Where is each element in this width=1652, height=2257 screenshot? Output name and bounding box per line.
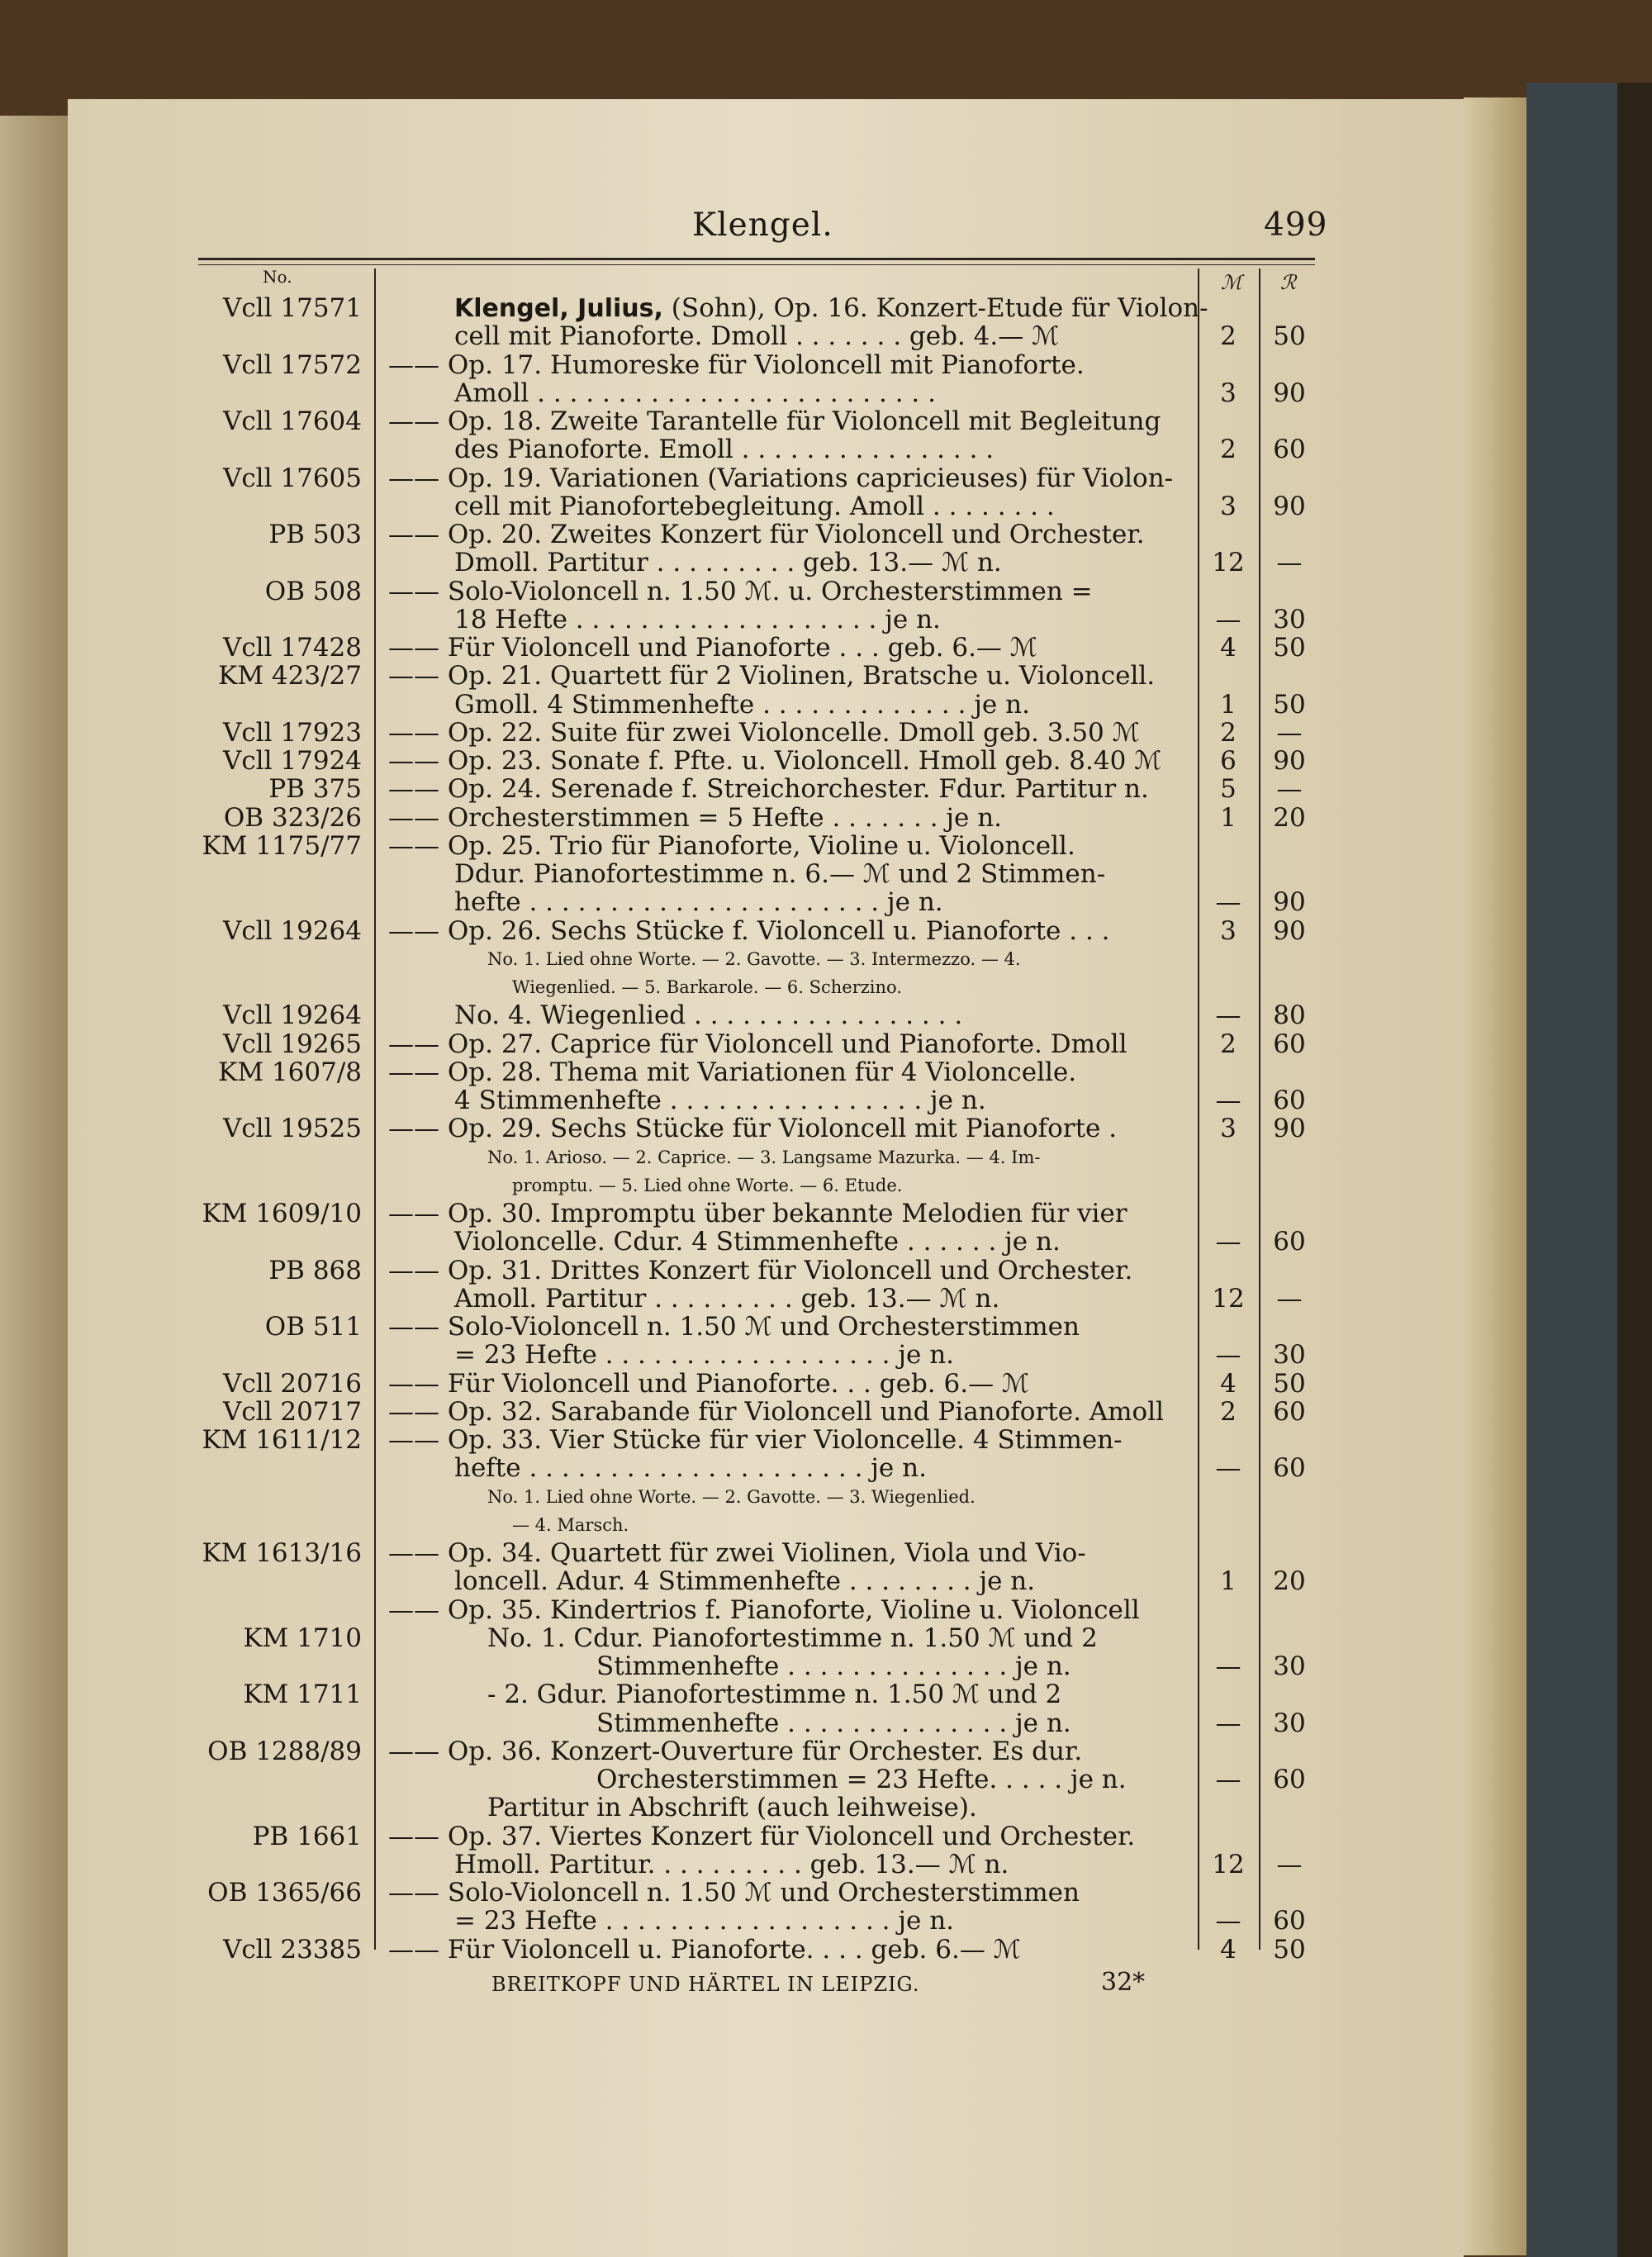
price-mark: 5: [1220, 774, 1237, 805]
entry-line: —— Op. 35. Kindertrios f. Pianoforte, Violine u. Violoncell: [388, 1594, 1140, 1625]
price-mark: 2: [1220, 1396, 1237, 1427]
price-pf: 60: [1273, 1227, 1306, 1257]
entry-line: —— Op. 17. Humoreske für Violoncell mit Pianoforte.: [388, 349, 1085, 380]
entry-line: —— Op. 34. Quartett für zwei Violinen, Viola und Vio-: [388, 1538, 1086, 1568]
price-mark: 1: [1220, 1566, 1237, 1597]
entry-line: —— Für Violoncell und Pianoforte . . . geb. 6.— ℳ: [388, 633, 1037, 663]
price-pf: —: [1276, 717, 1303, 748]
price-mark: 3: [1220, 915, 1237, 946]
price-pf: 60: [1273, 1029, 1306, 1059]
price-pf: 60: [1273, 1396, 1306, 1427]
entry-line: —— Solo-Violoncell n. 1.50 ℳ. u. Orchesterstimmen =: [388, 576, 1093, 606]
entry-line: 4 Stimmenhefte . . . . . . . . . . . . . . . . je n.: [454, 1086, 986, 1115]
price-mark: —: [1215, 1227, 1241, 1257]
price-mark: 4: [1220, 633, 1237, 663]
column-header-pf: ℛ: [1280, 271, 1297, 294]
composer-name: Klengel, Julius,: [454, 294, 663, 323]
entry-line: —— Op. 31. Drittes Konzert für Violoncell und Orchester.: [388, 1255, 1133, 1285]
entry-line: cell mit Pianoforte. Dmoll . . . . . . . geb. 4.— ℳ: [454, 321, 1060, 352]
price-pf: 60: [1273, 1453, 1306, 1484]
header-rule-thin: [198, 264, 1315, 265]
book-spine: [1526, 83, 1617, 2257]
price-pf: 50: [1273, 1934, 1306, 1965]
catalog-number: PB 868: [268, 1255, 362, 1285]
entry-line: Klengel, Julius, (Sohn), Op. 16. Konzert-Etude für Violon-: [454, 293, 1208, 323]
catalog-column-rule: [374, 268, 376, 1950]
entry-line: —— Op. 32. Sarabande für Violoncell und Pianoforte. Amoll: [388, 1396, 1165, 1427]
entry-line: —— Op. 19. Variationen (Variations capricieuses) für Violon-: [388, 463, 1174, 493]
price-pf: 90: [1273, 746, 1306, 776]
catalog-number: OB 1288/89: [207, 1736, 362, 1766]
entry-line: —— Op. 33. Vier Stücke für vier Violoncelle. 4 Stimmen-: [388, 1425, 1123, 1455]
entry-line: Amoll. Partitur . . . . . . . . . geb. 13.— ℳ n.: [454, 1283, 1000, 1314]
mark-column-rule: [1198, 268, 1199, 1950]
price-mark: 6: [1220, 746, 1237, 776]
entry-line: —— Op. 20. Zweites Konzert für Violoncell und Orchester.: [388, 520, 1145, 549]
price-mark: —: [1215, 1453, 1241, 1484]
price-mark: —: [1215, 1708, 1241, 1738]
entry-line: No. 1. Cdur. Pianofortestimme n. 1.50 ℳ und 2: [487, 1623, 1098, 1653]
entry-line: —— Für Violoncell und Pianoforte. . . geb. 6.— ℳ: [388, 1368, 1030, 1399]
entry-line: Orchesterstimmen = 23 Hefte. . . . . je n.: [596, 1765, 1127, 1794]
entry-line: —— Solo-Violoncell n. 1.50 ℳ und Orchesterstimmen: [388, 1312, 1080, 1342]
price-pf: 90: [1273, 378, 1306, 408]
entry-line: Ddur. Pianofortestimme n. 6.— ℳ und 2 Stimmen-: [454, 859, 1106, 889]
catalog-number: OB 1365/66: [207, 1878, 362, 1908]
price-mark: 12: [1212, 1849, 1245, 1879]
entry-line: Hmoll. Partitur. . . . . . . . . . geb. 13.— ℳ n.: [454, 1849, 1009, 1879]
price-pf: 30: [1273, 1708, 1306, 1738]
price-pf: —: [1276, 1283, 1303, 1314]
contents-note: promptu. — 5. Lied ohne Worte. — 6. Etude.: [512, 1175, 903, 1195]
header-rule-thick: [198, 258, 1315, 260]
entry-line: Partitur in Abschrift (auch leihweise).: [487, 1793, 977, 1823]
price-mark: —: [1215, 604, 1241, 634]
price-pf: —: [1276, 1849, 1303, 1879]
entry-line: —— Op. 30. Impromptu über bekannte Melodien für vier: [388, 1199, 1127, 1228]
catalog-number: OB 511: [264, 1312, 362, 1342]
catalog-number: OB 508: [264, 576, 362, 606]
price-pf: —: [1276, 548, 1303, 578]
price-mark: 2: [1220, 1029, 1237, 1059]
catalog-number: KM 1710: [243, 1623, 362, 1653]
catalog-number: Vcll 20717: [222, 1396, 362, 1427]
entry-line: 18 Hefte . . . . . . . . . . . . . . . . . . . je n.: [454, 604, 941, 634]
price-pf: 60: [1273, 1086, 1306, 1115]
price-pf: 50: [1273, 689, 1306, 720]
page-stack-edge: [1464, 97, 1526, 2255]
catalog-number: Vcll 19264: [222, 1000, 362, 1031]
contents-note: No. 1. Arioso. — 2. Caprice. — 3. Langsame Mazurka. — 4. Im-: [487, 1147, 1041, 1167]
price-pf: 30: [1273, 604, 1306, 634]
price-pf: 50: [1273, 321, 1306, 352]
price-mark: —: [1215, 1651, 1241, 1681]
entry-line: —— Für Violoncell u. Pianoforte. . . . geb. 6.— ℳ: [388, 1934, 1021, 1965]
entry-line: —— Op. 26. Sechs Stücke f. Violoncell u. Pianoforte . . .: [388, 915, 1110, 946]
price-mark: 4: [1220, 1368, 1237, 1399]
catalog-number: Vcll 19264: [222, 915, 362, 946]
catalog-number: KM 1609/10: [202, 1199, 362, 1228]
entry-line: Amoll . . . . . . . . . . . . . . . . . . . . . . . . .: [454, 378, 936, 408]
catalog-number: KM 1711: [243, 1680, 362, 1710]
signature-mark: 32*: [1101, 1968, 1146, 1997]
entry-line: —— Op. 21. Quartett für 2 Violinen, Bratsche u. Violoncell.: [388, 661, 1156, 691]
entry-line: Violoncelle. Cdur. 4 Stimmenhefte . . . . . . je n.: [454, 1227, 1061, 1257]
price-mark: 2: [1220, 435, 1237, 465]
catalog-number: Vcll 19525: [222, 1114, 362, 1144]
catalog-number: KM 1613/16: [202, 1538, 362, 1568]
entry-line: hefte . . . . . . . . . . . . . . . . . . . . . je n.: [454, 1453, 927, 1484]
price-mark: 3: [1220, 1114, 1237, 1144]
contents-note: — 4. Marsch.: [512, 1514, 629, 1535]
price-pf: 90: [1273, 887, 1306, 918]
price-pf: 50: [1273, 1368, 1306, 1399]
entry-line: No. 4. Wiegenlied . . . . . . . . . . . . . . . . .: [454, 1000, 963, 1031]
catalog-number: Vcll 20716: [222, 1368, 362, 1399]
contents-note: No. 1. Lied ohne Worte. — 2. Gavotte. — 3. Wiegenlied.: [487, 1486, 976, 1507]
price-pf: 20: [1273, 802, 1306, 833]
entry-line: des Pianoforte. Emoll . . . . . . . . . . . . . . . .: [454, 435, 995, 465]
catalog-number: PB 1661: [252, 1821, 362, 1851]
price-pf: 90: [1273, 491, 1306, 521]
price-mark: 1: [1220, 689, 1237, 720]
price-mark: 1: [1220, 802, 1237, 833]
price-mark: 3: [1220, 491, 1237, 521]
price-mark: 12: [1212, 1283, 1245, 1314]
price-pf: 30: [1273, 1651, 1306, 1681]
entry-line: Stimmenhefte . . . . . . . . . . . . . . je n.: [596, 1651, 1071, 1681]
entry-line: —— Op. 25. Trio für Pianoforte, Violine u. Violoncell.: [388, 830, 1075, 861]
entry-line: = 23 Hefte . . . . . . . . . . . . . . . . . . je n.: [454, 1340, 955, 1371]
entry-line: cell mit Pianofortebegleitung. Amoll . . . . . . . .: [454, 491, 1055, 521]
price-pf: 90: [1273, 1114, 1306, 1144]
entry-line: —— Op. 28. Thema mit Variationen für 4 Violoncelle.: [388, 1057, 1077, 1087]
price-pf: 50: [1273, 633, 1306, 663]
entry-line: —— Op. 22. Suite für zwei Violoncelle. Dmoll geb. 3.50 ℳ: [388, 717, 1140, 748]
page-number: 499: [1264, 207, 1328, 244]
catalog-number: Vcll 17923: [222, 717, 362, 748]
entry-line: - 2. Gdur. Pianofortestimme n. 1.50 ℳ und 2: [487, 1680, 1062, 1710]
column-header-no: No.: [263, 267, 292, 287]
catalog-number: KM 423/27: [218, 661, 362, 691]
price-mark: —: [1215, 887, 1241, 918]
left-page-edge: [0, 116, 68, 2257]
price-mark: —: [1215, 1765, 1241, 1794]
price-mark: 2: [1220, 321, 1237, 352]
catalog-number: Vcll 17605: [222, 463, 362, 493]
entry-line: loncell. Adur. 4 Stimmenhefte . . . . . . . . je n.: [454, 1566, 1036, 1597]
price-pf: 30: [1273, 1340, 1306, 1371]
catalog-number: Vcll 17604: [222, 406, 362, 436]
entry-line: —— Op. 37. Viertes Konzert für Violoncell und Orchester.: [388, 1821, 1136, 1851]
catalog-number: KM 1611/12: [202, 1425, 362, 1455]
price-mark: —: [1215, 1906, 1241, 1936]
catalog-number: PB 503: [268, 520, 362, 549]
price-mark: —: [1215, 1000, 1241, 1031]
catalog-number: Vcll 17572: [222, 349, 362, 380]
pf-column-rule: [1259, 268, 1260, 1950]
entry-line: Stimmenhefte . . . . . . . . . . . . . . je n.: [596, 1708, 1071, 1738]
catalog-number: PB 375: [268, 774, 362, 805]
entry-line: —— Op. 23. Sonate f. Pfte. u. Violoncell. Hmoll geb. 8.40 ℳ: [388, 746, 1162, 776]
price-mark: 4: [1220, 1934, 1237, 1965]
contents-note: Wiegenlied. — 5. Barkarole. — 6. Scherzino.: [512, 977, 902, 997]
entry-line: Gmoll. 4 Stimmenhefte . . . . . . . . . . . . . je n.: [454, 689, 1030, 720]
entry-line: —— Op. 29. Sechs Stücke für Violoncell mit Pianoforte .: [388, 1114, 1118, 1144]
catalog-number: KM 1175/77: [202, 830, 362, 861]
entry-line: —— Orchesterstimmen = 5 Hefte . . . . . . . je n.: [388, 802, 1003, 833]
price-pf: —: [1276, 774, 1303, 805]
catalog-number: KM 1607/8: [218, 1057, 362, 1087]
price-pf: 60: [1273, 1765, 1306, 1794]
price-mark: —: [1215, 1340, 1241, 1371]
price-pf: 60: [1273, 1906, 1306, 1936]
catalog-number: Vcll 17924: [222, 746, 362, 776]
price-mark: —: [1215, 1086, 1241, 1115]
price-pf: 20: [1273, 1566, 1306, 1597]
publisher-footer: BREITKOPF UND HÄRTEL IN LEIPZIG.: [491, 1973, 920, 1996]
catalog-number: Vcll 17428: [222, 633, 362, 663]
entry-line: —— Solo-Violoncell n. 1.50 ℳ und Orchesterstimmen: [388, 1878, 1080, 1908]
entry-line: Dmoll. Partitur . . . . . . . . . geb. 13.— ℳ n.: [454, 548, 1002, 578]
catalog-number: OB 323/26: [223, 802, 362, 833]
catalog-number: Vcll 23385: [222, 1934, 362, 1965]
column-header-mark: ℳ: [1221, 271, 1242, 294]
price-pf: 60: [1273, 435, 1306, 465]
catalog-number: Vcll 19265: [222, 1029, 362, 1059]
contents-note: No. 1. Lied ohne Worte. — 2. Gavotte. — 3. Intermezzo. — 4.: [487, 948, 1021, 969]
price-pf: 80: [1273, 1000, 1306, 1031]
entry-line: = 23 Hefte . . . . . . . . . . . . . . . . . . je n.: [454, 1906, 955, 1936]
price-mark: 12: [1212, 548, 1245, 578]
price-pf: 90: [1273, 915, 1306, 946]
running-header-title: Klengel.: [692, 207, 833, 244]
price-mark: 2: [1220, 717, 1237, 748]
price-mark: 3: [1220, 378, 1237, 408]
entry-line: —— Op. 36. Konzert-Ouverture für Orchester. Es dur.: [388, 1736, 1083, 1766]
catalog-number: Vcll 17571: [222, 293, 362, 323]
entry-line: —— Op. 27. Caprice für Violoncell und Pianoforte. Dmoll: [388, 1029, 1127, 1059]
entry-line: —— Op. 18. Zweite Tarantelle für Violoncell mit Begleitung: [388, 406, 1161, 436]
entry-line: hefte . . . . . . . . . . . . . . . . . . . . . . je n.: [454, 887, 943, 918]
entry-line: —— Op. 24. Serenade f. Streichorchester. Fdur. Partitur n.: [388, 774, 1149, 805]
